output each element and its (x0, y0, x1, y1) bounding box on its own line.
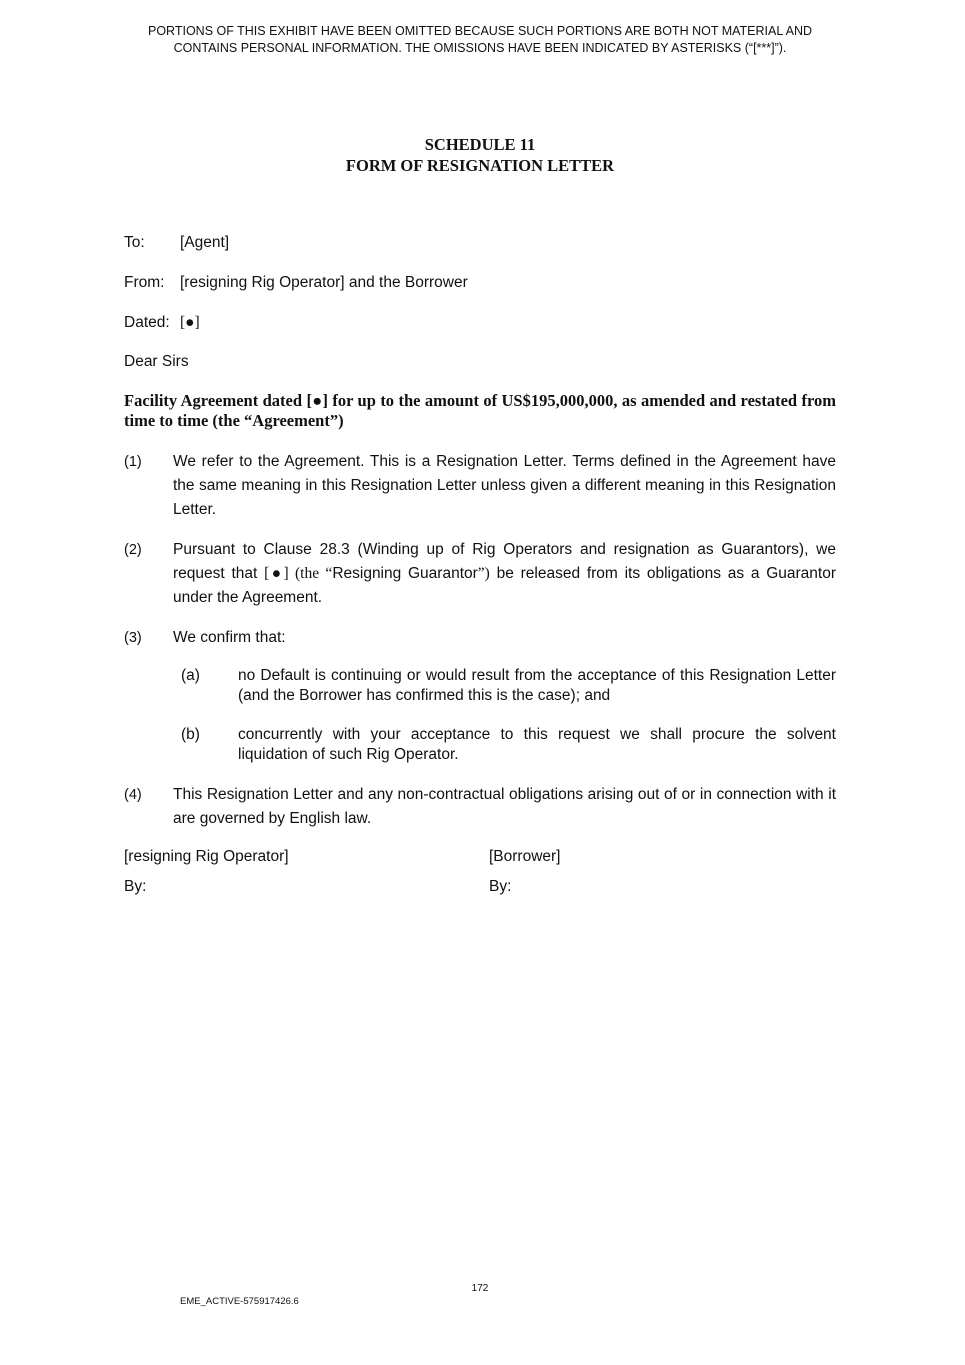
paragraph-4-number: (4) (124, 787, 142, 803)
schedule-number: SCHEDULE 11 (424, 135, 536, 154)
dated-value: [●] (180, 314, 200, 331)
salutation: Dear Sirs (124, 353, 189, 370)
omission-notice (120, 23, 840, 57)
paragraph-3: We confirm that: (173, 629, 286, 646)
paragraph-1: We refer to the Agreement. This is a Resignation Letter. Terms defined in the Agreement have the same meaning in this Resignation Letter unless given a different meaning in this Resignation Letter. (173, 453, 836, 518)
paragraph-1-number: (1) (124, 454, 142, 470)
paragraph-3-number: (3) (124, 630, 142, 646)
to-label: To: (124, 234, 145, 251)
dated-label: Dated: (124, 314, 170, 331)
paragraph-4: This Resignation Letter and any non-contractual obligations arising out of or in connection with it are governed by English law. (173, 786, 836, 827)
signature-left-party: [resigning Rig Operator] (124, 848, 289, 865)
sub-item-a-number: (a) (181, 667, 200, 684)
from-value: [resigning Rig Operator] and the Borrower (180, 274, 468, 291)
to-value: [Agent] (180, 234, 230, 251)
document-reference: EME_ACTIVE-575917426.6 (180, 1296, 299, 1307)
from-line (124, 273, 468, 293)
paragraph-2-bracket-close: ”) (477, 565, 490, 582)
paragraph-2-number: (2) (124, 542, 142, 558)
paragraph-2 (173, 538, 836, 610)
agreement-heading: Facility Agreement dated [●] for up to the amount of US$195,000,000, as amended and restated from time to time (the “Agreement”) (124, 391, 836, 430)
from-label: From: (124, 274, 165, 291)
to-line (124, 233, 229, 253)
sub-item-a: no Default is continuing or would result from the acceptance of this Resignation Letter (and the Borrower has confirmed this is the case); and (238, 667, 836, 704)
paragraph-2-text-start: Pursuant to Clause 28.3 (Winding up of Rig Operators and resignation as Guarantors), we request that (173, 541, 836, 582)
signature-right-by: By: (489, 878, 512, 895)
schedule-title (0, 134, 960, 176)
dated-line (124, 313, 200, 333)
omission-notice-line-2: CONTAINS PERSONAL INFORMATION. THE OMISSIONS HAVE BEEN INDICATED BY ASTERISKS (“[***]”). (173, 41, 787, 55)
page-number: 172 (471, 1283, 489, 1294)
paragraph-2-bracket-open: [●] (the “ (264, 565, 333, 582)
omission-notice-line-1: PORTIONS OF THIS EXHIBIT HAVE BEEN OMITTED BECAUSE SUCH PORTIONS ARE BOTH NOT MATERIAL AND (147, 24, 812, 38)
signature-left-by: By: (124, 878, 147, 895)
defined-term-resigning-guarantor: Resigning Guarantor (332, 565, 478, 582)
sub-item-b: concurrently with your acceptance to this request we shall procure the solvent liquidation of such Rig Operator. (238, 726, 836, 763)
signature-right-party: [Borrower] (489, 848, 561, 865)
schedule-name: FORM OF RESIGNATION LETTER (345, 156, 615, 175)
sub-item-b-number: (b) (181, 726, 200, 743)
paragraph-2-text-end: be released from its obligations as a Guarantor under the Agreement. (173, 565, 836, 606)
